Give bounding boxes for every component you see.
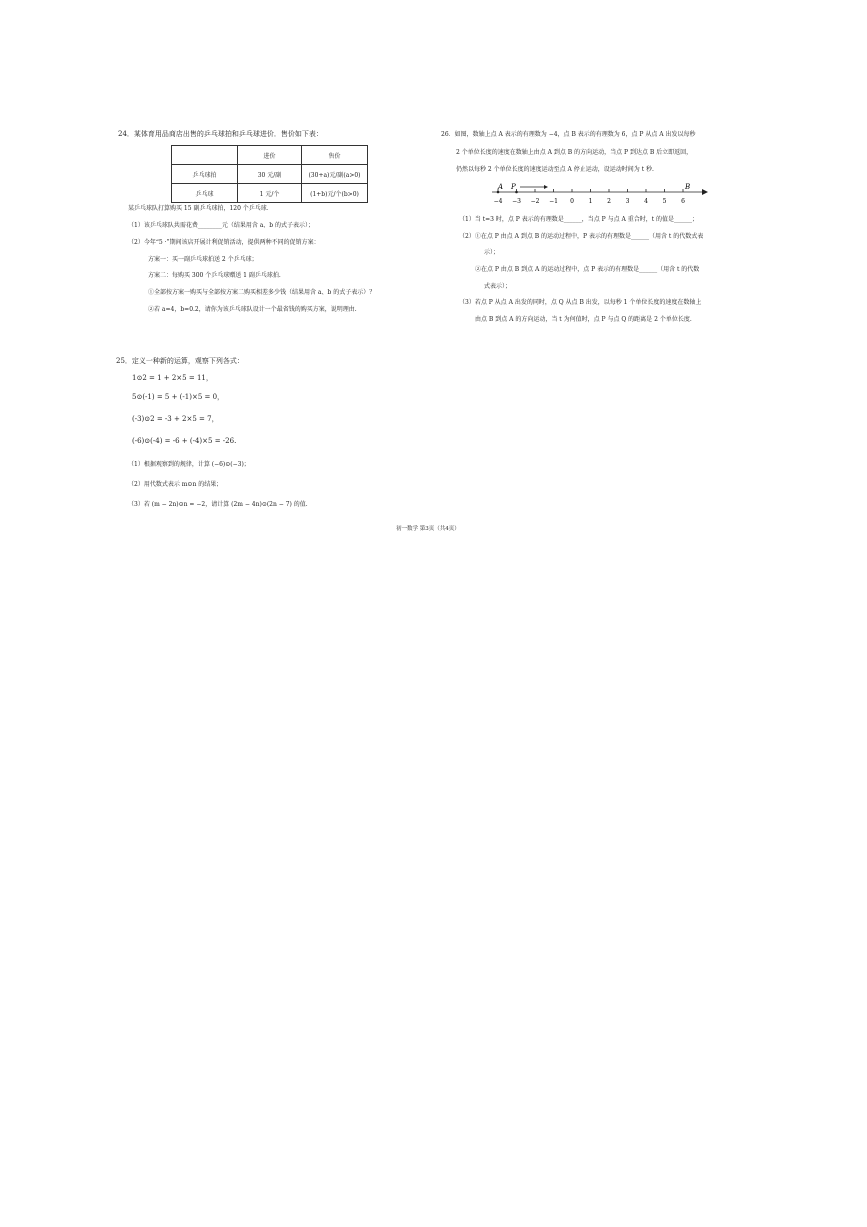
q25-eq4: (-6)⊙(-4) = -6 + (-4)×5 = -26. (132, 437, 237, 445)
tick-label: 4 (644, 198, 648, 205)
q24-plan1: 方案一：买一副乒乓球拍送 2 个乒乓球； (148, 256, 258, 263)
table-header-row (172, 146, 368, 165)
point-b-label: B (685, 183, 691, 191)
table-header-cell: 售价 (302, 146, 368, 165)
number-line-arrow (702, 189, 708, 195)
table-cell: 30 元/副 (238, 165, 302, 184)
motion-arrow-head (544, 185, 548, 189)
q25-part2: （2）用代数式表示 m⊙n 的结果； (128, 481, 223, 488)
table-cell: (30+a)元/副(a>0) (302, 165, 368, 184)
q26-part1: （1）当 t=3 时，点 P 表示的有理数是______，当点 P 与点 A 重合时，t 的值是______； (459, 216, 699, 223)
q24-plan2: 方案二：每购买 300 个乒乓球赠送 1 副乒乓球拍. (148, 272, 281, 279)
q26-line1: 26．如图，数轴上点 A 表示的有理数为 −4，点 B 表示的有理数为 6，点 P 从点 A 出发以每秒 (441, 131, 696, 138)
q25-part1: （1）根据观察到的规律，计算 (−6)⊙(−3)； (128, 461, 250, 468)
tick-label: 1 (588, 198, 593, 205)
q26-part3a: （3）若点 P 从点 A 出发的同时，点 Q 从点 B 出发，以每秒 1 个单位长度的速度在数轴上 (459, 299, 702, 306)
tick-label: 0 (570, 198, 574, 205)
table-cell: (1+b)元/个(b>0) (302, 184, 368, 203)
q26-part3b: 由点 B 到点 A 的方向运动，当 t 为何值时，点 P 与点 Q 的距离是 2 个单位长度. (475, 316, 692, 323)
q24-sub1: ①全部按方案一购买与全部按方案二购买相差多少钱（结果用含 a、b 的式子表示）？ (148, 289, 376, 296)
tick-label: 6 (681, 198, 685, 205)
table-cell: 1 元/个 (238, 184, 302, 203)
q24-title: 24．某体育用品商店出售的乒乓球拍和乒乓球进价．售价如下表： (118, 130, 323, 138)
q25-title: 25．定义一种新的运算，观察下列各式： (116, 357, 244, 365)
q25-part3: （3）若 (m − 2n)⊙n = −2，请计算 (2m − 4n)⊙(2n − 7) 的值. (128, 501, 308, 508)
table-row (172, 184, 368, 203)
number-line (490, 180, 710, 210)
q26-part2a2: 示）； (484, 249, 500, 256)
point-p-dot (515, 191, 518, 194)
tick-label: −2 (530, 198, 540, 205)
q25-eq3: (-3)⊙2 = -3 + 2×5 = 7， (132, 415, 219, 423)
q24-intro: 某乒乓球队打算购买 15 副乒乓球拍，120 个乒乓球． (128, 205, 273, 212)
q25-eq2: 5⊙(-1) = 5 + (-1)×5 = 0， (132, 393, 225, 401)
table-row (172, 165, 368, 184)
table-header-cell: 进价 (238, 146, 302, 165)
tick-label: −3 (512, 198, 521, 205)
q24-sub2: ②若 a=4，b=0.2，请你为该乒乓球队设计一个最省钱的购买方案，说明理由. (148, 306, 357, 313)
q26-part2a: （2）①在点 P 由点 A 到点 B 的运动过程中，P 表示的有理数是______（用含 t 的代数式表 (459, 233, 704, 240)
page-footer: 初一数学 第3页（共4页） (396, 526, 460, 532)
q25-eq1: 1⊙2 = 1 + 2×5 = 11， (132, 374, 213, 382)
tick-label: −1 (549, 198, 558, 205)
q26-line2: 2 个单位长度的速度在数轴上由点 A 到点 B 的方向运动，当点 P 到达点 B 后立即返回， (456, 149, 693, 156)
point-a-dot (497, 191, 500, 194)
tick-label: 3 (625, 198, 630, 205)
table-cell: 乒乓球 (172, 184, 238, 203)
tick-label: 5 (662, 198, 667, 205)
q24-part2: （2）今年“5 ·”期间该店开展计利促销活动，提供两种不同的促销方案： (128, 239, 320, 246)
point-a-label: A (498, 183, 504, 191)
point-p-label: P (511, 183, 516, 191)
q24-part1: （1）该乒乓球队共需花费________元（结果用含 a、b 的式子表示）； (128, 222, 315, 229)
q26-part2b2: 式表示）； (484, 283, 512, 290)
table-header-cell (172, 146, 238, 165)
q26-part2b: ②在点 P 由点 B 到点 A 的运动过程中，点 P 表示的有理数是______（用含 t 的代数 (475, 266, 700, 273)
tick-label: −4 (493, 198, 503, 205)
table-cell: 乒乓球拍 (172, 165, 238, 184)
q26-line3: 仍然以每秒 2 个单位长度的速度运动至点 A 停止运动，设运动时间为 t 秒. (456, 166, 654, 173)
tick-label: 2 (607, 198, 611, 205)
price-table (171, 145, 368, 203)
